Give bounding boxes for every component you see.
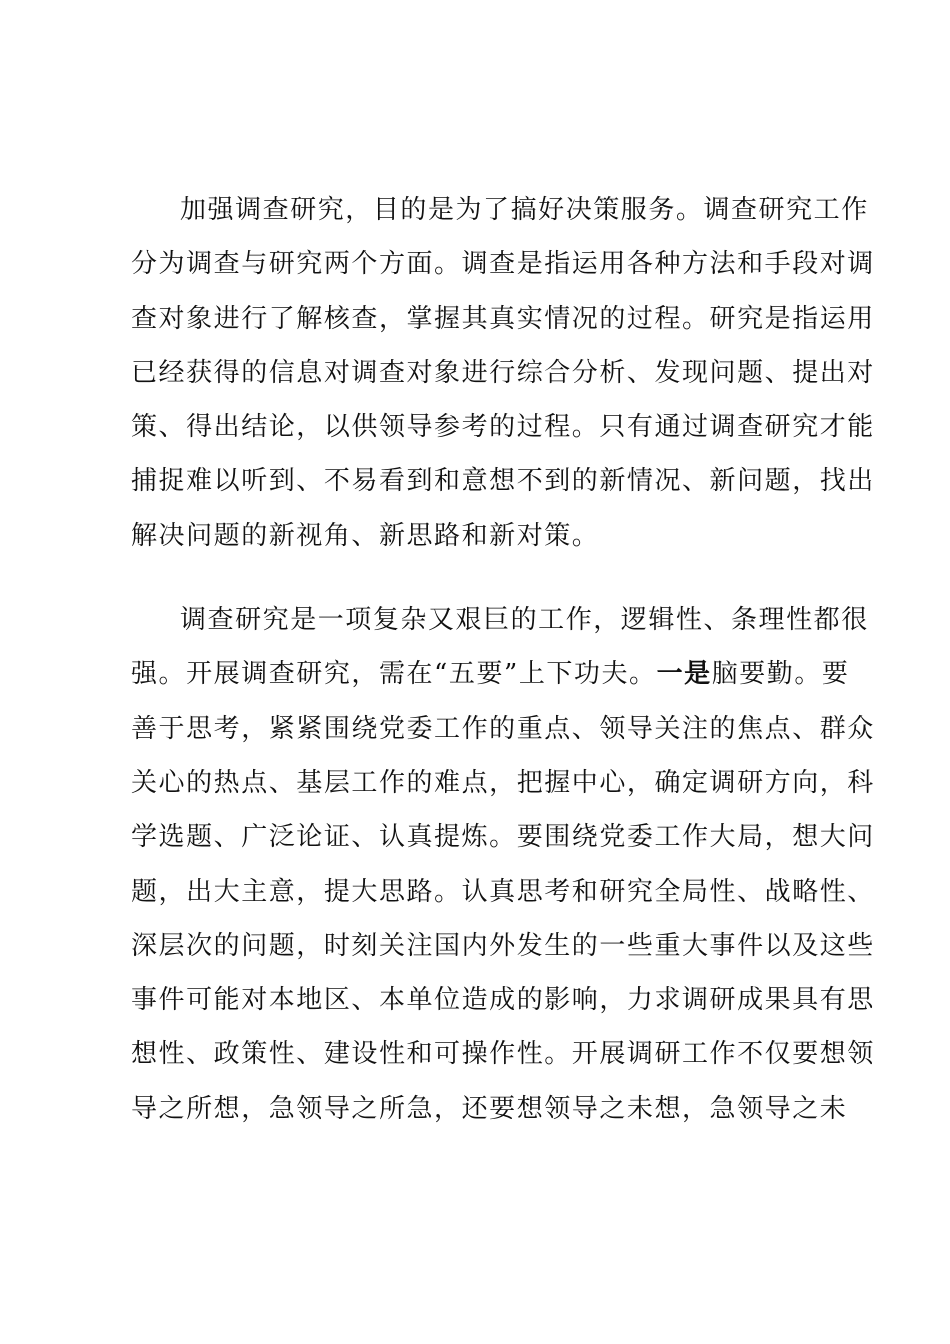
text-line: 善于思考，紧紧围绕党委工作的重点、领导关注的焦点、群众	[131, 713, 875, 744]
text-line: 调查研究是一项复杂又艰巨的工作，逻辑性、条理性都很	[180, 605, 869, 636]
text-line: 分为调查与研究两个方面。调查是指运用各种方法和手段对调	[131, 249, 875, 280]
paragraph-spacer	[131, 563, 831, 593]
text-line: 加强调查研究，目的是为了搞好决策服务。调查研究工作	[180, 195, 869, 225]
text-run: 脑要勤。要	[711, 659, 850, 690]
text-line: 导之所想，急领导之所急，还要想领导之未想，急领导之未	[131, 1093, 848, 1124]
text-line: 策、得出结论，以供领导参考的过程。只有通过调查研究才能	[131, 412, 875, 443]
text-line: 深层次的问题，时刻关注国内外发生的一些重大事件以及这些	[131, 930, 875, 961]
text-line: 捕捉难以听到、不易看到和意想不到的新情况、新问题，找出	[131, 466, 875, 497]
text-line: 解决问题的新视角、新思路和新对策。	[131, 520, 600, 551]
text-run: 强。开展调查研究，需在“五要”上下功夫。	[131, 659, 657, 690]
text-line: 查对象进行了解核查，掌握其真实情况的过程。研究是指运用	[131, 303, 875, 334]
emphasis-text: 一是	[656, 659, 712, 690]
text-line: 题，出大主意，提大思路。认真思考和研究全局性、战略性、	[131, 876, 875, 907]
text-line	[131, 647, 850, 701]
paragraph-2	[131, 593, 875, 1136]
paragraph-1	[131, 183, 875, 563]
text-line: 事件可能对本地区、本单位造成的影响，力求调研成果具有思	[131, 985, 875, 1016]
text-line: 关心的热点、基层工作的难点，把握中心，确定调研方向，科	[131, 767, 875, 798]
text-line: 已经获得的信息对调查对象进行综合分析、发现问题、提出对	[131, 357, 875, 388]
document-body	[131, 183, 875, 1136]
text-line: 学选题、广泛论证、认真提炼。要围绕党委工作大局，想大问	[131, 822, 875, 853]
text-line: 想性、政策性、建设性和可操作性。开展调研工作不仅要想领	[131, 1039, 875, 1070]
